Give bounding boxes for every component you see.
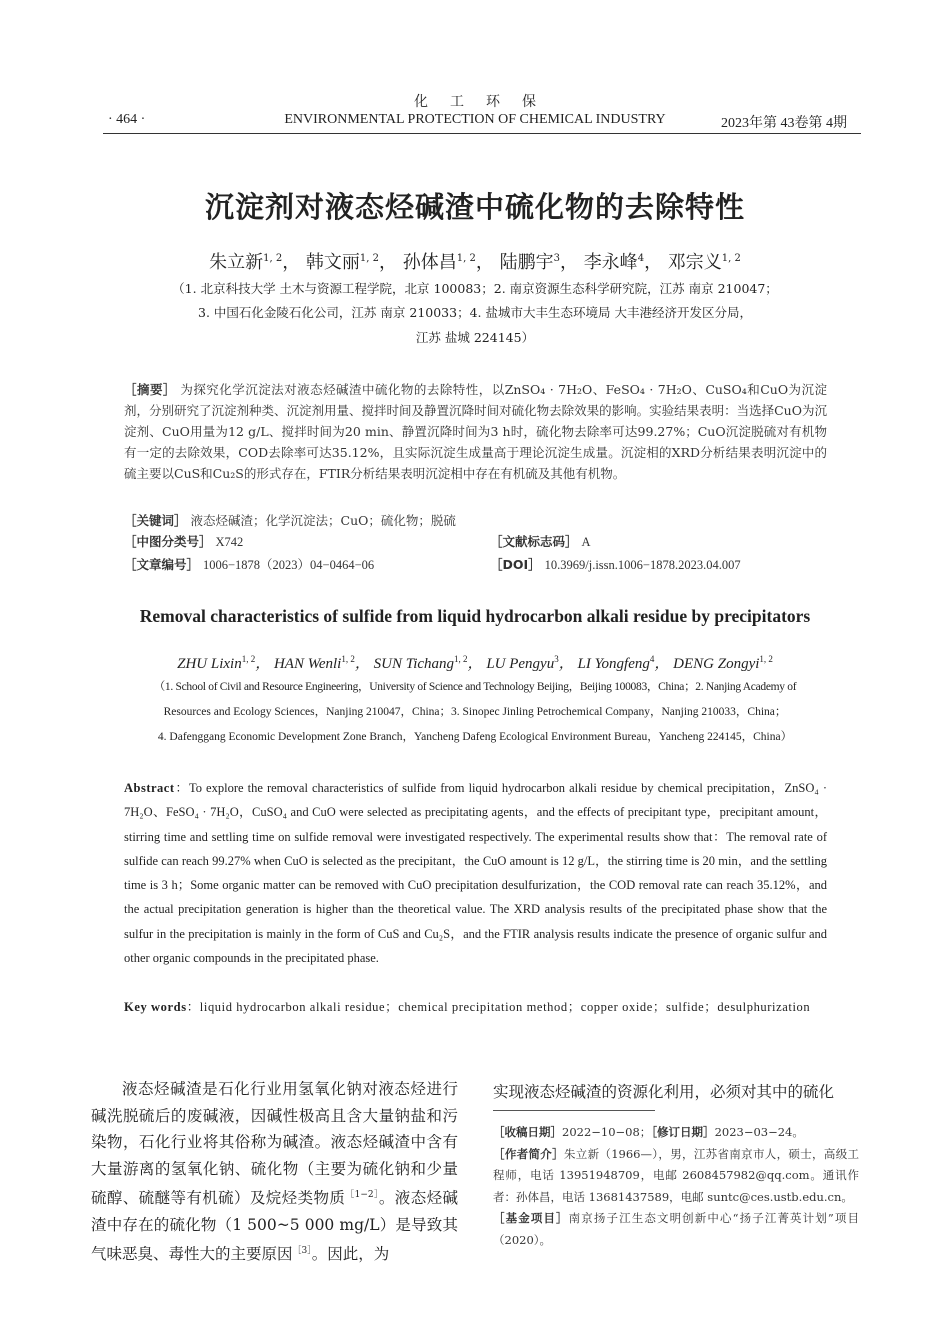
doi-label: ［DOI］ (490, 557, 541, 572)
author-cn: 孙体昌$^{1, 2}$ (402, 252, 476, 273)
affiliation-cn-line: 3. 中国石化金陵石化公司，江苏 南京 210033；4. 盐城市大丰生态环境局 大丰港经济开发区分局， (198, 305, 752, 320)
abstract-cn (124, 379, 827, 484)
author-en: DENG Zongyi$^{1, 2}$ (673, 654, 773, 672)
article-no-value: 1006−1878（2023）04−0464−06 (203, 558, 375, 572)
header-rule (103, 133, 861, 134)
body-paragraph: 液态烃碱渣是石化行业用氢氧化钠对液态烃进行碱洗脱硫后的废碱液，因碱性极高且含大量钠盐和污染物，石化行业将其俗称为碱渣。液态烃碱渣中含有大量游离的氢氧化钠、硫化物（主要为硫化钠和少量硫醇、硫醚等有机硫）及烷烃类物质$^{[1-2]}$。液态烃碱渣中存在的硫化物（1 500~5 000 mg/L）是导致其气味恶臭、毒性大的主要原因$^{[3]}$。因此，为 (91, 1080, 458, 1264)
citation[interactable]: ［1−2］ (345, 1190, 379, 1200)
clc-value: X742 (215, 535, 244, 549)
footnotes (493, 1122, 859, 1251)
footnote-rule (493, 1110, 655, 1111)
keywords-en (124, 995, 827, 1019)
author-cn: 陆鹏宇$^3$ (499, 252, 560, 273)
clc-row (124, 532, 243, 550)
author-en: SUN Tichang$^{1, 2}$ (373, 654, 468, 672)
citation[interactable]: ［3］ (292, 1246, 312, 1257)
author-en: ZHU Lixin$^{1, 2}$ (177, 654, 256, 672)
footnote-author: ［作者简介］朱立新（1966—），男，江苏省南京市人，硕士，高级工程师，电话 13951948709，电邮 2608457982@qq.com。通讯作者：孙体昌，电话 13681437589，电邮 suntc@ces.ustb.edu.cn。 (493, 1146, 860, 1204)
body-left-column (91, 1076, 458, 1268)
authors-en: ZHU Lixin$^{1, 2}$， HAN Wenli$^{1, 2}$， SUN Tichang$^{1, 2}$， LU Pengyu$^3$， LI Yongfeng$^4$， DENG Zongyi$^{1, 2}$ (177, 654, 773, 672)
issue-info: 2023年第 43卷第 4期 (721, 116, 847, 131)
keywords-cn-text: 液态烃碱渣；化学沉淀法；CuO；硫化物；脱硫 (190, 513, 456, 528)
doc-code-value: A (581, 535, 591, 549)
doi-row (490, 555, 741, 573)
page-number: · 464 · (108, 112, 146, 127)
author-cn: 李永峰$^4$ (583, 252, 645, 273)
affiliation-en-line: Resources and Ecology Sciences，Nanjing 210047，China；3. Sinopec Jinling Petrochemical Company，Nanjing 210033，China； (163, 706, 787, 718)
page-title: 沉淀剂对液态烃碱渣中硫化物的去除特性 (204, 190, 745, 224)
abstract-en-text: ：To explore the removal characteristics of sulfide from liquid hydrocarbon alkali residue by chemical precipitation，ZnSO₄ · 7H₂O、FeSO₄ · 7H₂O，CuSO₄ and CuO were selected as precipitating agents，and the effects of precipitant type，precipitant amount，stirring time and settling time on sulfide removal were investigated respectively. The experimental results show that：The removal rate of sulfide can reach 99.27% when CuO is selected as the precipitant，the CuO amount is 12 g/L，the stirring time is 20 min，and the settling time is 3 h；Some organic matter can be removed with CuO precipitation desulfurization，the COD removal rate can reach 35.12%，and the actual precipitation generation is higher than the theoretical value. The XRD analysis results of the precipitated phase show that the sulfur in the precipitation is mainly in the form of CuS and Cu₂S，and the FTIR analysis results indicate the presence of organic sulfur and other organic compounds in the precipitated phase. (124, 781, 827, 966)
article-no-row (124, 555, 374, 573)
author-en: LU Pengyu$^3$ (486, 654, 559, 672)
journal-name-cn: 化工环保 (414, 95, 558, 110)
author-en: LI Yongfeng$^4$ (577, 654, 655, 672)
footnote-fund: ［基金项目］南京扬子江生态文明创新中心“扬子江菁英计划”项目（2020）。 (493, 1211, 859, 1247)
clc-label: ［中图分类号］ (124, 534, 212, 549)
footnote-dates: ［收稿日期］2022−10−08；［修订日期］2023−03−24。 (493, 1125, 804, 1139)
affiliation-cn-line: 江苏 盐城 224145） (415, 330, 535, 345)
article-no-label: ［文章编号］ (124, 557, 200, 572)
journal-name-en: ENVIRONMENTAL PROTECTION OF CHEMICAL INDUSTRY (284, 112, 666, 127)
body-right-first-line: 实现液态烃碱渣的资源化利用，必须对其中的硫化 (493, 1083, 835, 1101)
abstract-en-label: Abstract (124, 781, 175, 795)
author-cn: 朱立新$^{1, 2}$ (209, 252, 283, 273)
keywords-en-label: Key words (124, 1000, 187, 1014)
keywords-cn (124, 510, 827, 531)
doi-value[interactable]: 10.3969/j.issn.1006−1878.2023.04.007 (544, 558, 741, 572)
author-en: HAN Wenli$^{1, 2}$ (273, 654, 355, 672)
author-cn: 韩文丽$^{1, 2}$ (305, 252, 380, 273)
doc-code-row (490, 532, 591, 550)
abstract-cn-text: 为探究化学沉淀法对液态烃碱渣中硫化物的去除特性，以ZnSO₄ · 7H₂O、FeSO₄ · 7H₂O、CuSO₄和CuO为沉淀剂，分别研究了沉淀剂种类、沉淀剂用量、搅拌时间及静置沉降时间对硫化物去除效果的影响。实验结果表明：当选择CuO为沉淀剂、CuO用量为12 g/L、搅拌时间为20 min、静置沉降时间为3 h时，硫化物去除率可达99.27%；CuO沉淀脱硫对有机物有一定的去除效果，COD去除率可达35.12%，且实际沉淀生成量高于理论沉淀生成量。沉淀相的XRD分析结果表明沉淀中的硫主要以CuS和Cu₂S的形式存在，FTIR分析结果表明沉淀相中存在有机硫及其他有机物。 (124, 382, 827, 481)
keywords-cn-label: ［关键词］ (124, 513, 187, 528)
title-en: Removal characteristics of sulfide from liquid hydrocarbon alkali residue by precipitators (139, 606, 811, 626)
affiliation-en-line: 4. Dafenggang Economic Development Zone Branch，Yancheng Dafeng Ecological Environment Bureau，Yancheng 224145，China） (157, 731, 793, 743)
authors-cn: 朱立新$^{1, 2}$， 韩文丽$^{1, 2}$， 孙体昌$^{1, 2}$， 陆鹏宇$^3$， 李永峰$^4$， 邓宗义$^{1, 2}$ (209, 252, 741, 273)
abstract-en (124, 776, 827, 970)
author-cn: 邓宗义$^{1, 2}$ (667, 252, 741, 273)
abstract-cn-label: ［摘要］ (124, 382, 176, 397)
doc-code-label: ［文献标志码］ (490, 534, 578, 549)
keywords-en-text: ：liquid hydrocarbon alkali residue；chemical precipitation method；copper oxide；sulfide；desulphurization (186, 1000, 811, 1014)
affiliation-en-line: （1. School of Civil and Resource Engineering，University of Science and Technology Beijing，Beijing 100083，China；2. Nanjing Academy of (153, 681, 797, 693)
affiliation-cn-line: （1. 北京科技大学 土木与资源工程学院，北京 100083；2. 南京资源生态科学研究院，江苏 南京 210047； (172, 281, 778, 296)
